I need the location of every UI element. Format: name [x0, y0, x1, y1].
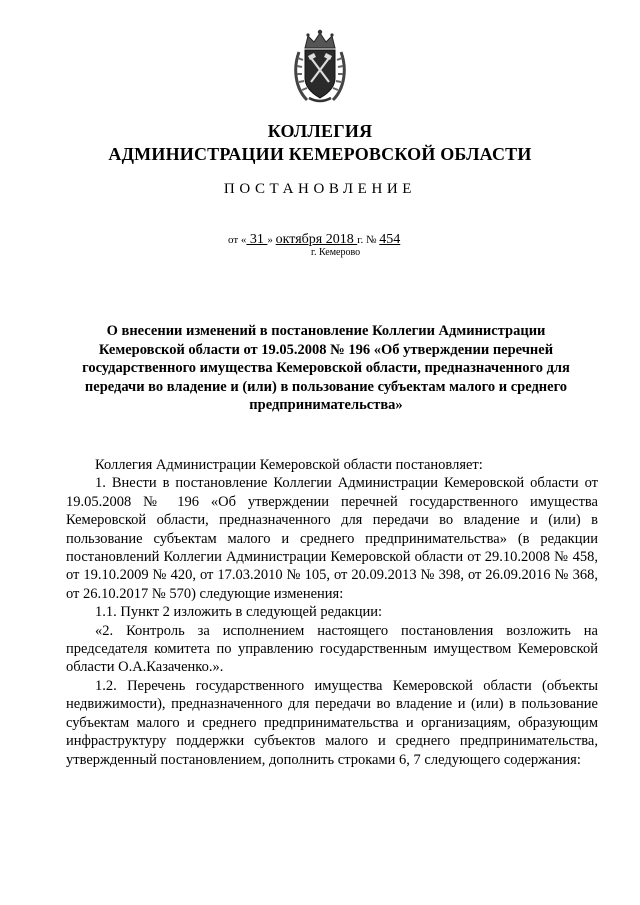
document-type-title: ПОСТАНОВЛЕНИЕ	[223, 181, 417, 197]
date-prefix: от «	[228, 234, 247, 246]
document-body	[66, 456, 598, 769]
header-organization-line2: АДМИНИСТРАЦИИ КЕМЕРОВСКОЙ ОБЛАСТИ	[108, 144, 532, 164]
date-number-line	[228, 232, 400, 248]
document-number: 454	[379, 232, 401, 247]
document-subject-title: О внесении изменений в постановление Коллегии Администрации Кемеровской области от 19.05.2008 № 196 «Об утверждении перечней государственного имущества Кемеровской области, предназначенного для передачи во владение и (или) в пользование субъектам малого и среднего предпринимательства»	[82, 323, 570, 414]
date-year-number-label: г. №	[357, 234, 380, 246]
body-paragraph: «2. Контроль за исполнением настоящего постановления возложить на председателя комитета по управлению государственным имуществом Кемеровской области О.А.Казаченко.».	[66, 622, 598, 676]
coat-of-arms-emblem	[293, 28, 347, 106]
body-paragraph: 1. Внести в постановление Коллегии Администрации Кемеровской области от 19.05.2008 № 196 «Об утверждении перечней государственного имущества Кемеровской области, предназначенного для передачи во владение и (или) в пользование субъектам малого и среднего предпринимательства» (в редакции постановлений Коллегии Администрации Кемеровской области от 29.10.2008 № 458, от 19.10.2009 № 420, от 17.03.2010 № 105, от 20.09.2013 № 398, от 26.09.2016 № 368, от 26.10.2017 № 570) следующие изменения:	[66, 475, 598, 602]
body-paragraph: 1.1. Пункт 2 изложить в следующей редакции:	[95, 604, 383, 621]
city-label: г. Кемерово	[311, 247, 361, 258]
body-paragraph: Коллегия Администрации Кемеровской области постановляет:	[95, 457, 483, 473]
header-organization-line1: КОЛЛЕГИЯ	[267, 121, 373, 141]
body-paragraph: 1.2. Перечень государственного имущества Кемеровской области (объекты недвижимости), предназначенного для передачи во владение и (или) в пользование субъектам малого и среднего предпринимательства и организациям, образующим инфраструктуру поддержки субъектов малого и среднего предпринимательства, утвержденный постановлением, дополнить строками 6, 7 следующего содержания:	[66, 677, 598, 768]
date-separator: »	[267, 234, 276, 246]
date-day: 31	[246, 232, 268, 247]
date-month-year: октября 2018	[275, 232, 358, 247]
